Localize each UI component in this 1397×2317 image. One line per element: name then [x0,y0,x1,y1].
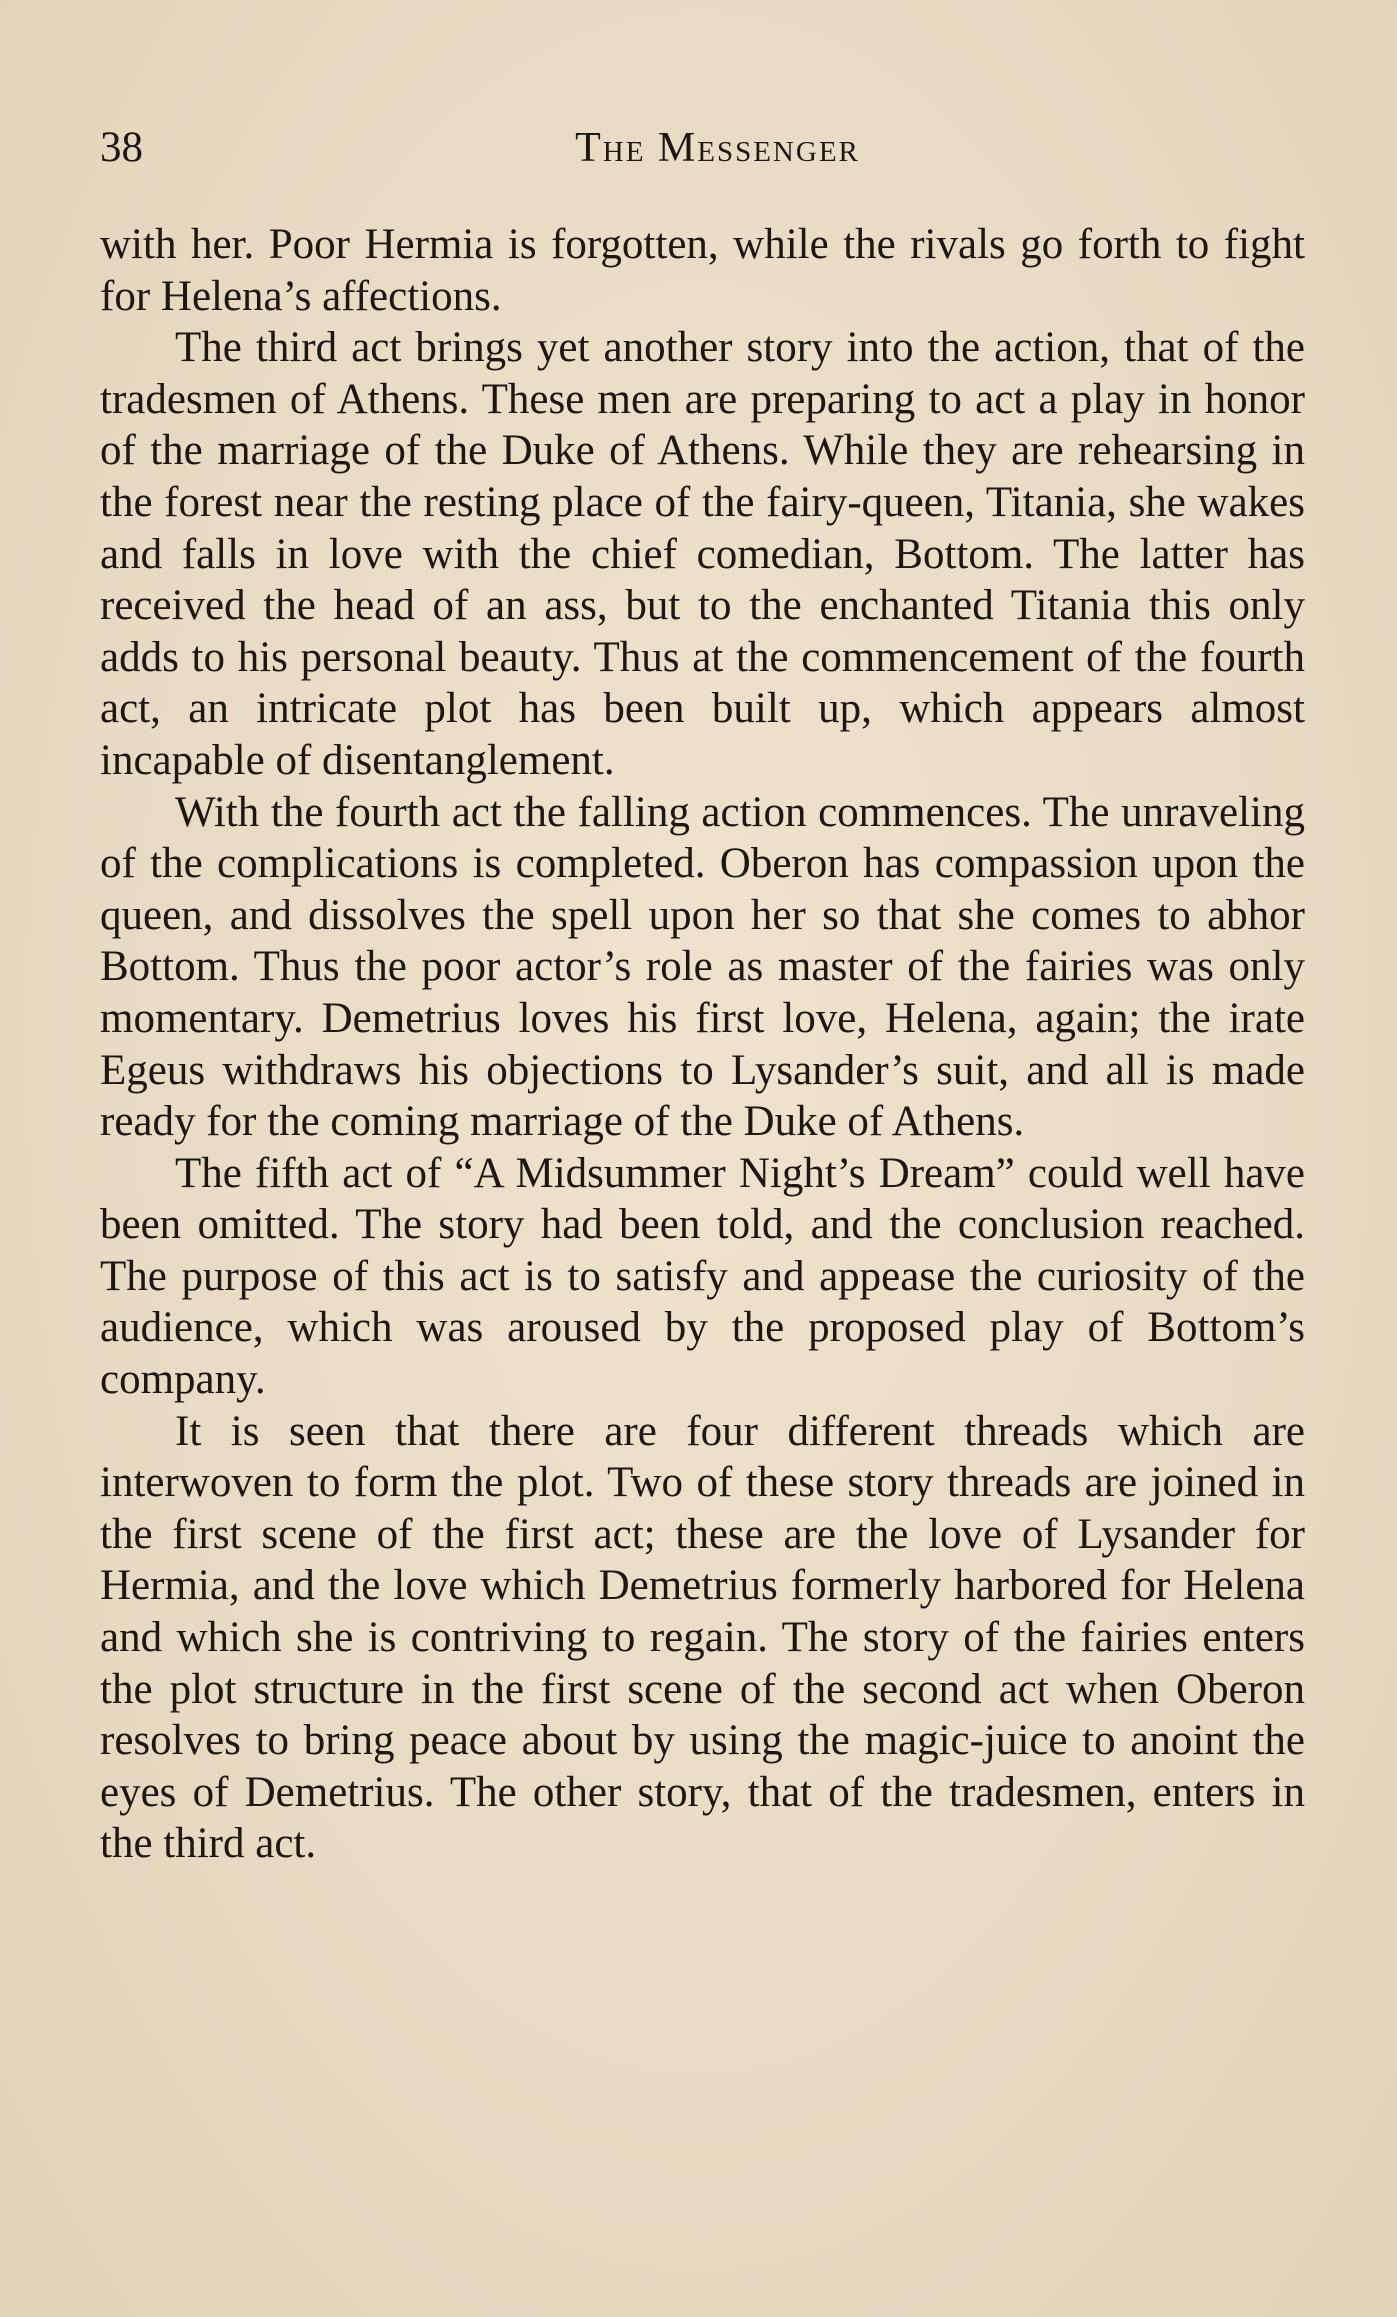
paragraph: It is seen that there are four different threads which are interwoven to form the plot. Two of these story threads are joined in the first scene of the first act; these are the love of Lysander for Hermia, and the love which Demetrius formerly harbored for Helena and which she is contriving to regain. The story of the fairies enters the plot structure in the first scene of the second act when Oberon resolves to bring peace about by using the magic-juice to anoint the eyes of Demetrius. The other story, that of the tradesmen, enters in the third act. [100,1407,1305,1868]
paragraph: The fifth act of “A Midsummer Night’s Dream” could well have been omitted. The story had been told, and the conclusion reached. The purpose of this act is to satisfy and appease the curiosity of the audience, which was aroused by the proposed play of Bottom’s company. [100,1149,1305,1404]
paragraph: The third act brings yet another story into the action, that of the tradesmen of Athens. These men are preparing to act a play in honor of the marriage of the Duke of Athens. While they are rehearsing in the forest near the resting place of the fairy-queen, Titania, she wakes and falls in love with the chief comedian, Bottom. The latter has received the head of an ass, but to the enchanted Titania this only adds to his personal beauty. Thus at the commencement of the fourth act, an intricate plot has been built up, which appears almost incapable of disentanglement. [100,324,1305,784]
running-title: The Messenger [575,125,860,171]
body-text [100,219,1305,1870]
paragraph: with her. Poor Hermia is forgotten, while the rivals go forth to fight for Helena’s affections. [100,221,1305,320]
running-head [100,118,1305,178]
paragraph: With the fourth act the falling action commences. The unraveling of the complications is completed. Oberon has compassion upon the queen, and dissolves the spell upon her so that she comes to abhor Bottom. Thus the poor actor’s role as master of the fairies was only momentary. Demetrius loves his first love, Helena, again; the irate Egeus withdraws his objections to Lysander’s suit, and all is made ready for the coming marriage of the Duke of Athens. [100,788,1305,1146]
page-number: 38 [100,124,143,171]
